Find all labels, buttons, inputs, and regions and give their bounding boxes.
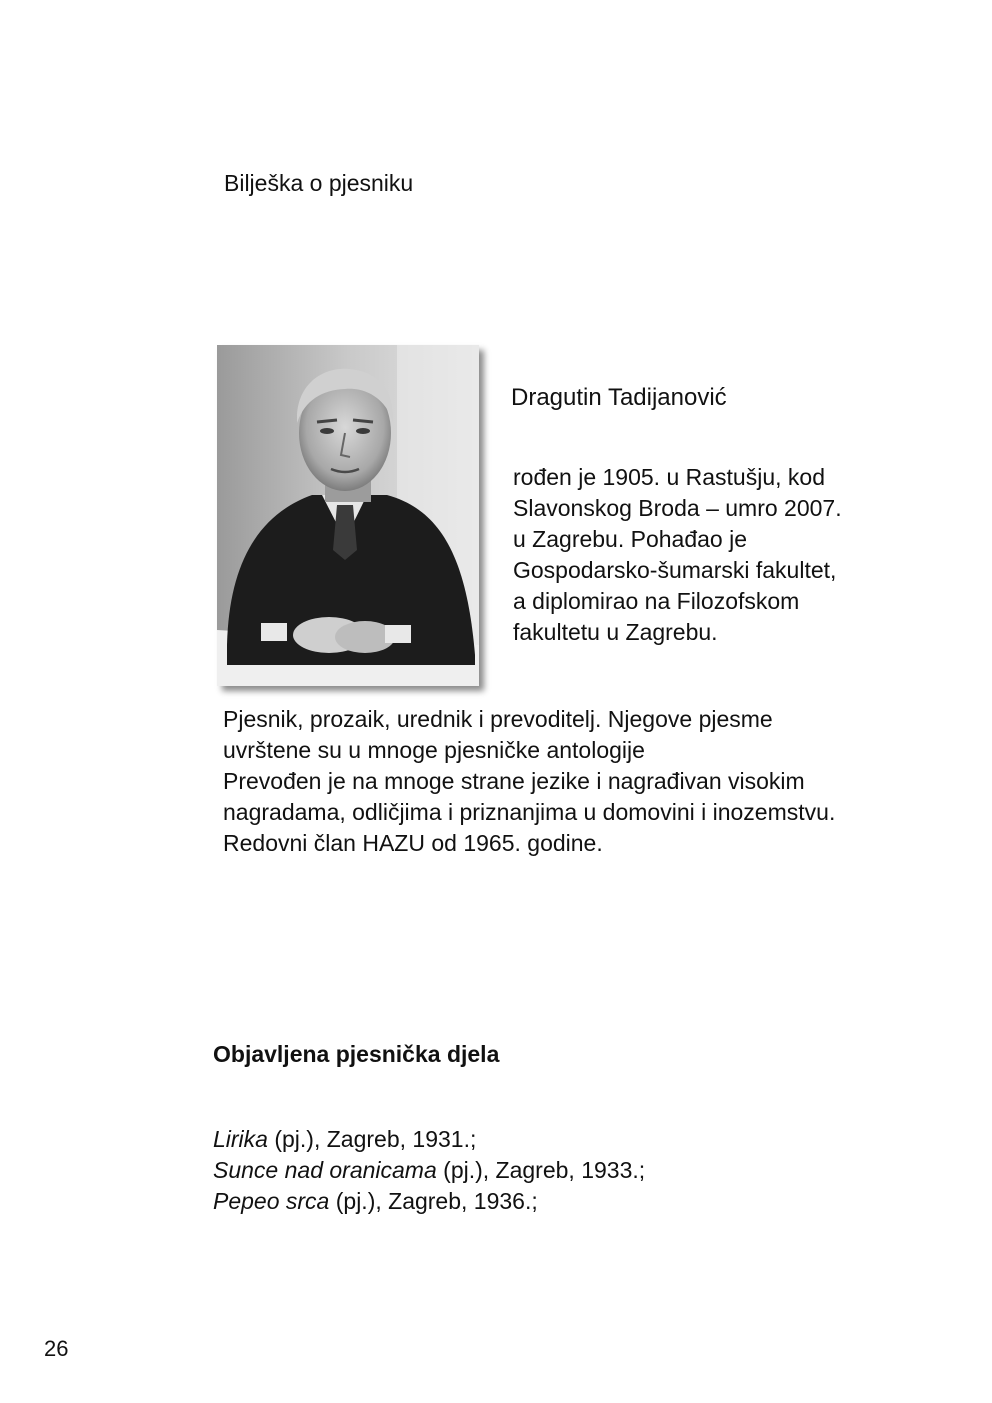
- bio-line: uvrštene su u mnoge pjesničke antologije: [223, 737, 645, 763]
- work-title: Sunce nad oranicama: [213, 1157, 437, 1183]
- bio-intro: [513, 462, 913, 648]
- bio-intro-line: u Zagrebu. Pohađao je: [513, 526, 748, 552]
- work-title: Pepeo srca: [213, 1188, 330, 1214]
- bio-line: nagradama, odličjima i priznanjima u domovini i inozemstvu.: [223, 799, 836, 825]
- bio-line: Redovni član HAZU od 1965. godine.: [223, 830, 603, 856]
- work-details: (pj.), Zagreb, 1936.;: [329, 1188, 538, 1214]
- portrait-photo: [217, 345, 479, 686]
- bio-intro-line: rođen je 1905. u Rastušju, kod: [513, 464, 825, 490]
- bio-line: Prevođen je na mnoge strane jezike i nagrađivan visokim: [223, 768, 805, 794]
- work-details: (pj.), Zagreb, 1931.;: [267, 1126, 477, 1152]
- bio-line: Pjesnik, prozaik, urednik i prevoditelj. Njegove pjesme: [223, 706, 773, 732]
- work-details: (pj.), Zagreb, 1933.;: [436, 1157, 646, 1183]
- bio-intro-line: fakultetu u Zagrebu.: [513, 619, 718, 645]
- work-item: [213, 1155, 645, 1186]
- bio-intro-line: Slavonskog Broda – umro 2007.: [513, 495, 842, 521]
- work-item: [213, 1186, 645, 1217]
- bio-intro-line: Gospodarsko-šumarski fakultet,: [513, 557, 837, 583]
- work-title: Lirika: [213, 1126, 268, 1152]
- bio-paragraph: [223, 704, 953, 859]
- works-heading: Objavljena pjesnička djela: [213, 1041, 500, 1067]
- works-list: [213, 1124, 645, 1217]
- poet-name: Dragutin Tadijanović: [511, 384, 727, 411]
- page-number: 26: [44, 1336, 69, 1361]
- section-title: Bilješka o pjesniku: [224, 170, 414, 196]
- bio-intro-line: a diplomirao na Filozofskom: [513, 588, 800, 614]
- work-item: [213, 1124, 645, 1155]
